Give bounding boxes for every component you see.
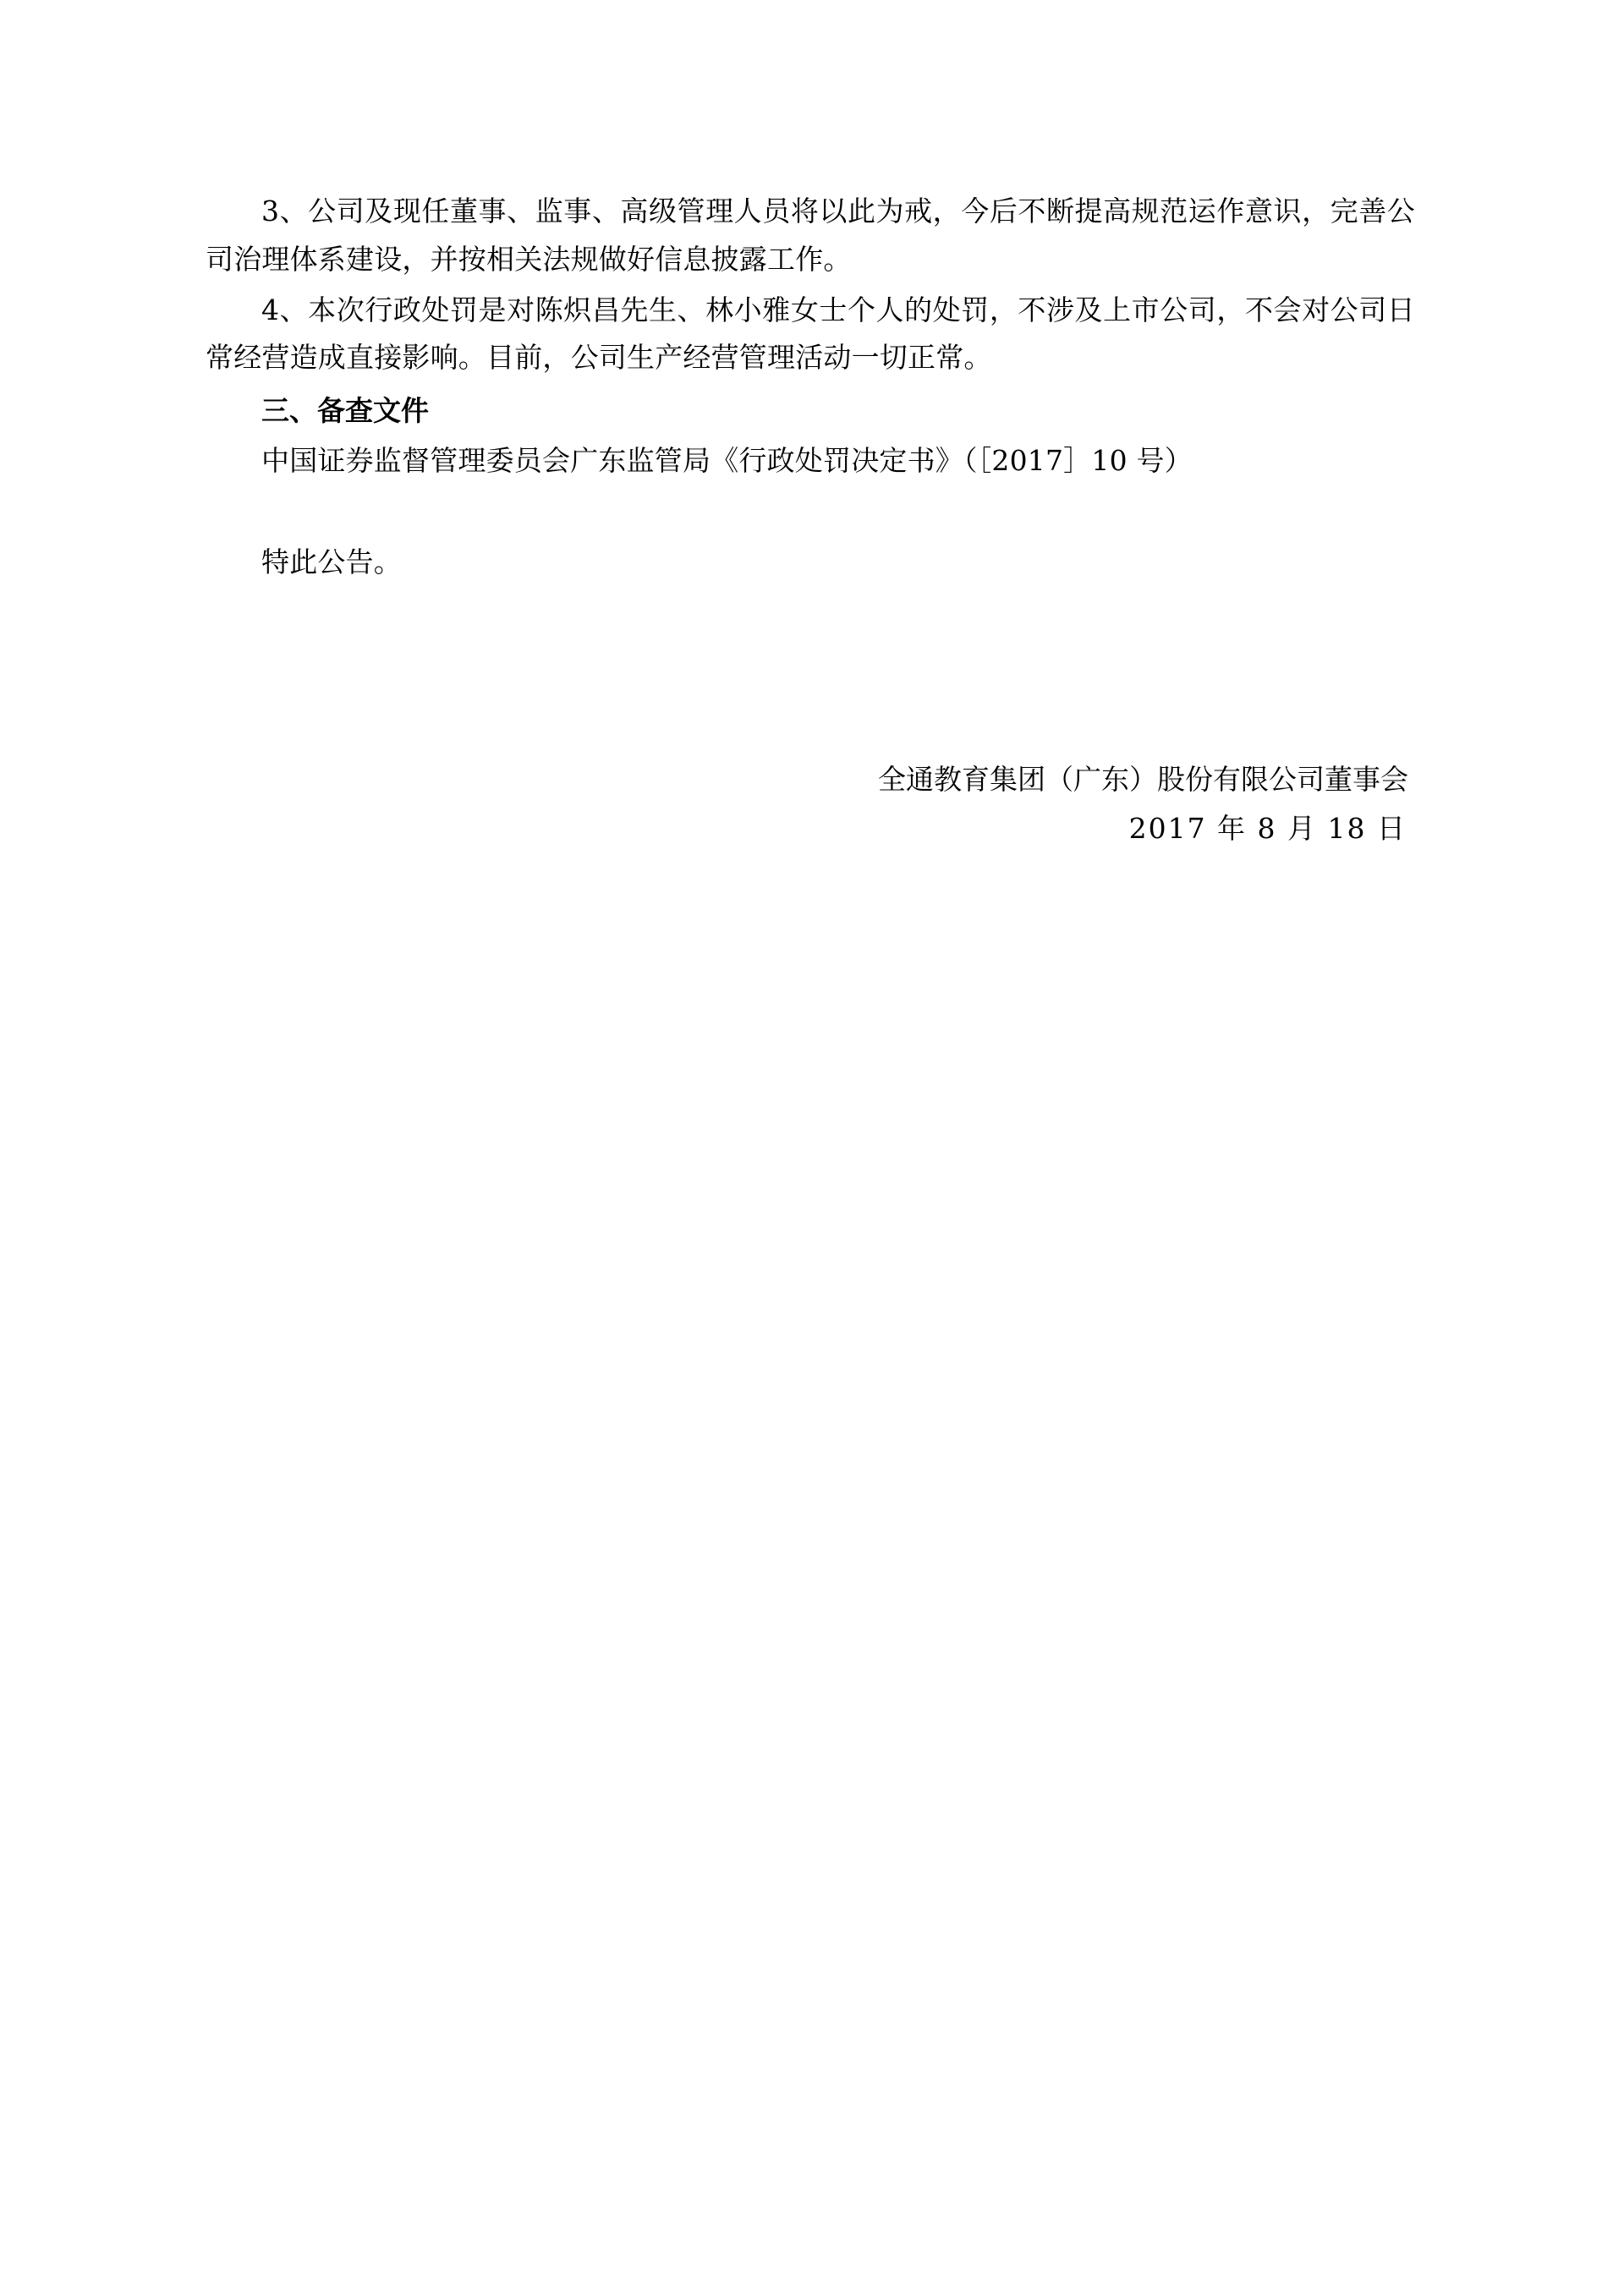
paragraph-item-4: 4、本次行政处罚是对陈炽昌先生、林小雅女士个人的处罚，不涉及上市公司，不会对公司日常经营造成直接影响。目前，公司生产经营管理活动一切正常。 <box>206 293 1415 375</box>
signature-company: 全通教育集团（广东）股份有限公司董事会 <box>878 763 1408 797</box>
paragraph-item-3: 3、公司及现任董事、监事、高级管理人员将以此为戒，今后不断提高规范运作意识，完善公司治理体系建设，并按相关法规做好信息披露工作。 <box>206 195 1415 276</box>
document-content <box>206 188 1415 853</box>
section-heading-reference-documents: 三、备查文件 <box>261 394 429 427</box>
signature-date: 2017 年 8 月 18 日 <box>1128 812 1407 845</box>
closing-statement: 特此公告。 <box>261 545 402 578</box>
spacer <box>206 488 1415 539</box>
signature-block <box>206 755 1415 853</box>
reference-document-line: 中国证券监督管理委员会广东监管局《行政处罚决定书》（［2017］10 号） <box>261 443 1193 477</box>
